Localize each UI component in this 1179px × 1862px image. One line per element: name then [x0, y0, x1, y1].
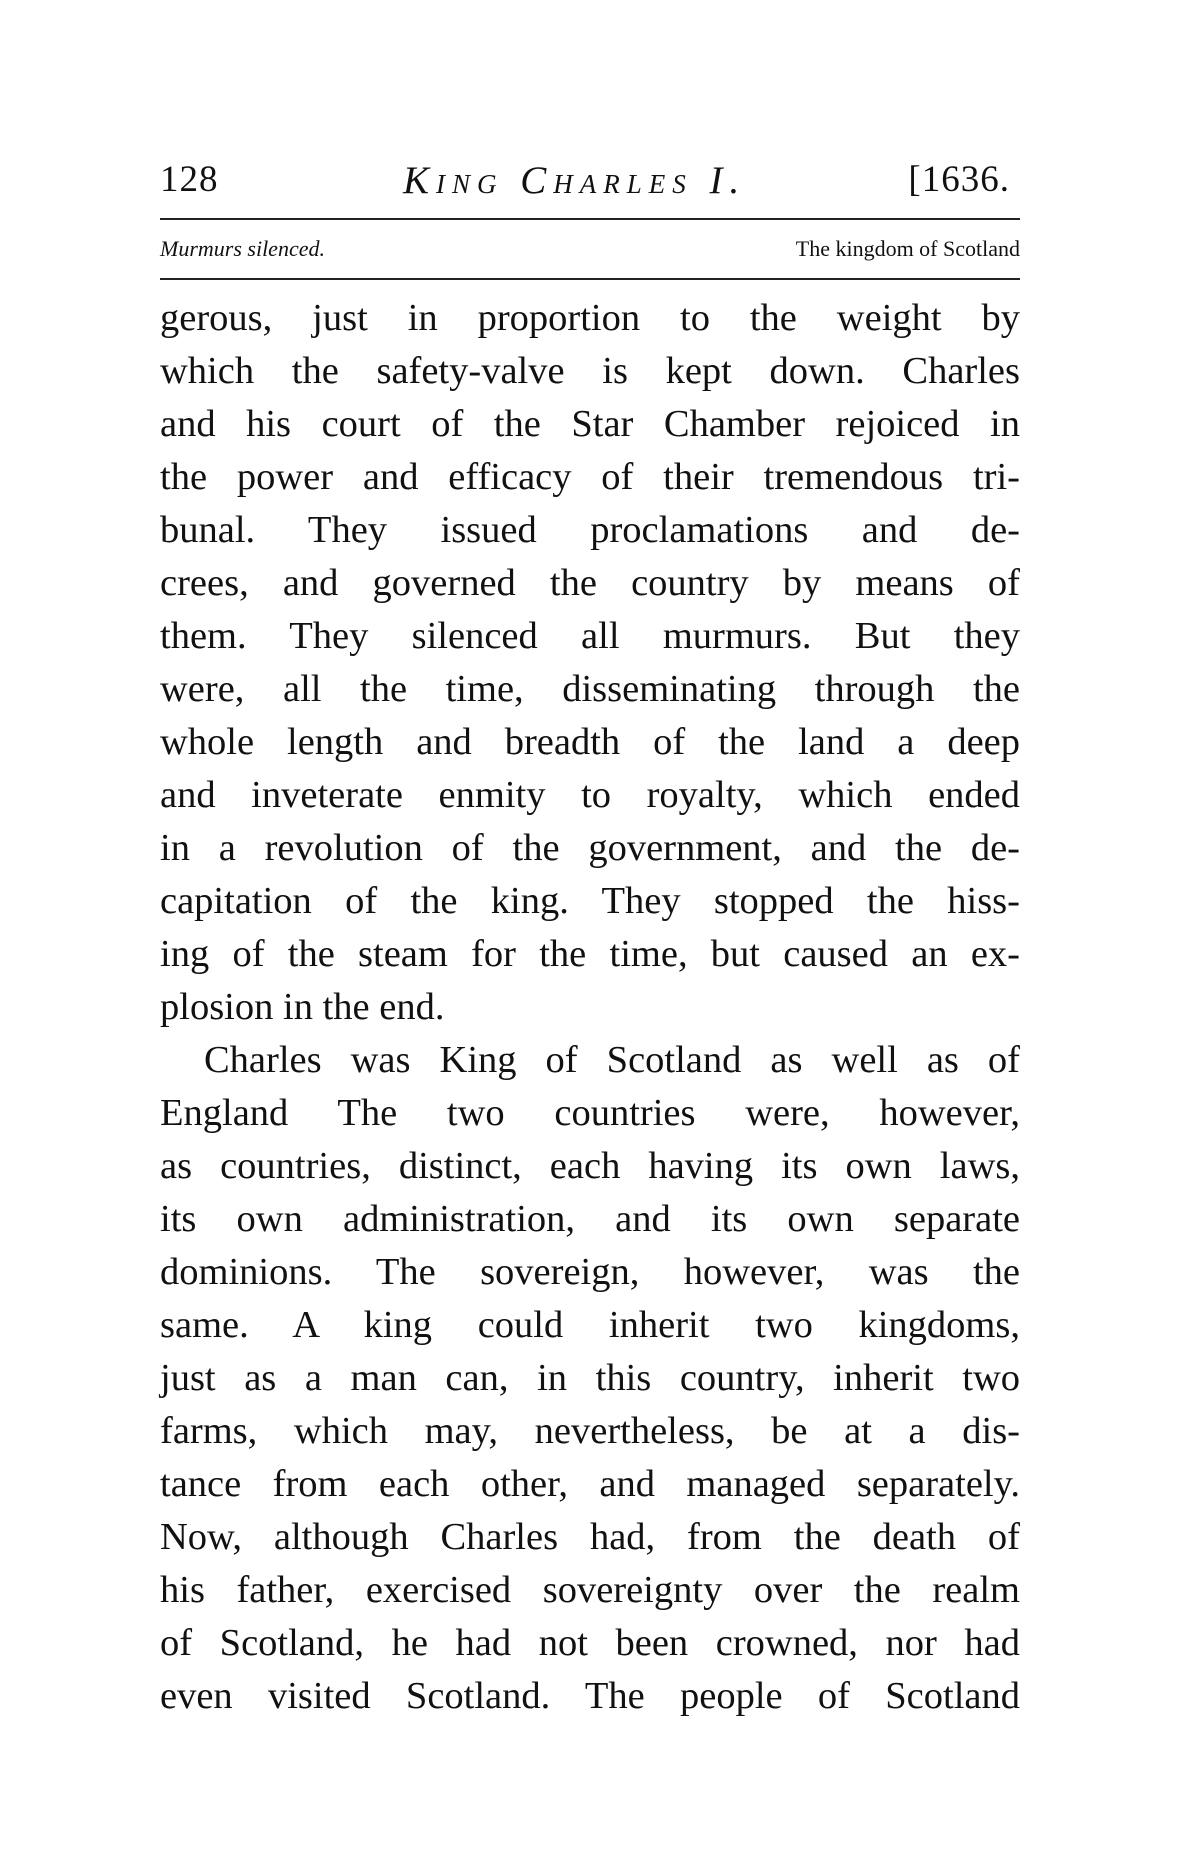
- text-line: whole length and breadth of the land a deep: [160, 721, 1020, 763]
- header-rule-bottom: [160, 278, 1020, 280]
- header-rule-top: [160, 218, 1020, 220]
- text-line: Charles was King of Scotland as well as of: [204, 1039, 1020, 1081]
- body-text: [160, 292, 1020, 1723]
- text-line: farms, which may, nevertheless, be at a dis-: [160, 1410, 1020, 1452]
- text-line: and his court of the Star Chamber rejoiced in: [160, 403, 1020, 445]
- text-line: in a revolution of the government, and the de-: [160, 827, 1020, 869]
- text-line: his father, exercised sovereignty over the realm: [160, 1569, 1020, 1611]
- page-number: 128: [160, 159, 219, 200]
- text-line: just as a man can, in this country, inherit two: [160, 1357, 1020, 1399]
- running-head: [160, 158, 1020, 208]
- text-line: even visited Scotland. The people of Scotland: [160, 1675, 1020, 1717]
- book-title: King Charles I.: [403, 159, 747, 202]
- text-line: Now, although Charles had, from the death of: [160, 1516, 1020, 1558]
- side-note-left: Murmurs silenced.: [160, 236, 325, 261]
- text-line: as countries, distinct, each having its own laws,: [160, 1145, 1020, 1187]
- text-line: same. A king could inherit two kingdoms,: [160, 1304, 1020, 1346]
- text-line: ing of the steam for the time, but caused an ex-: [160, 933, 1020, 975]
- text-line: crees, and governed the country by means of: [160, 562, 1020, 604]
- text-line: plosion in the end.: [160, 986, 445, 1028]
- text-line: and inveterate enmity to royalty, which ended: [160, 774, 1020, 816]
- text-line: which the safety-valve is kept down. Charles: [160, 350, 1020, 392]
- text-line: gerous, just in proportion to the weight by: [160, 297, 1020, 339]
- side-notes: [160, 232, 1020, 268]
- paragraph-2: [160, 1034, 1020, 1723]
- text-line: bunal. They issued proclamations and de-: [160, 509, 1020, 551]
- text-line: dominions. The sovereign, however, was the: [160, 1251, 1020, 1293]
- text-line: England The two countries were, however,: [160, 1092, 1020, 1134]
- text-line: of Scotland, he had not been crowned, nor had: [160, 1622, 1020, 1664]
- text-line: the power and efficacy of their tremendous tri-: [160, 456, 1020, 498]
- text-line: were, all the time, disseminating through the: [160, 668, 1020, 710]
- text-line: tance from each other, and managed separately.: [160, 1463, 1020, 1505]
- text-line: its own administration, and its own separate: [160, 1198, 1020, 1240]
- text-line: capitation of the king. They stopped the hiss-: [160, 880, 1020, 922]
- year-marker: [1636.: [908, 159, 1010, 200]
- paragraph-1: [160, 292, 1020, 1034]
- text-line: them. They silenced all murmurs. But they: [160, 615, 1020, 657]
- side-note-right: The kingdom of Scotland: [795, 236, 1020, 261]
